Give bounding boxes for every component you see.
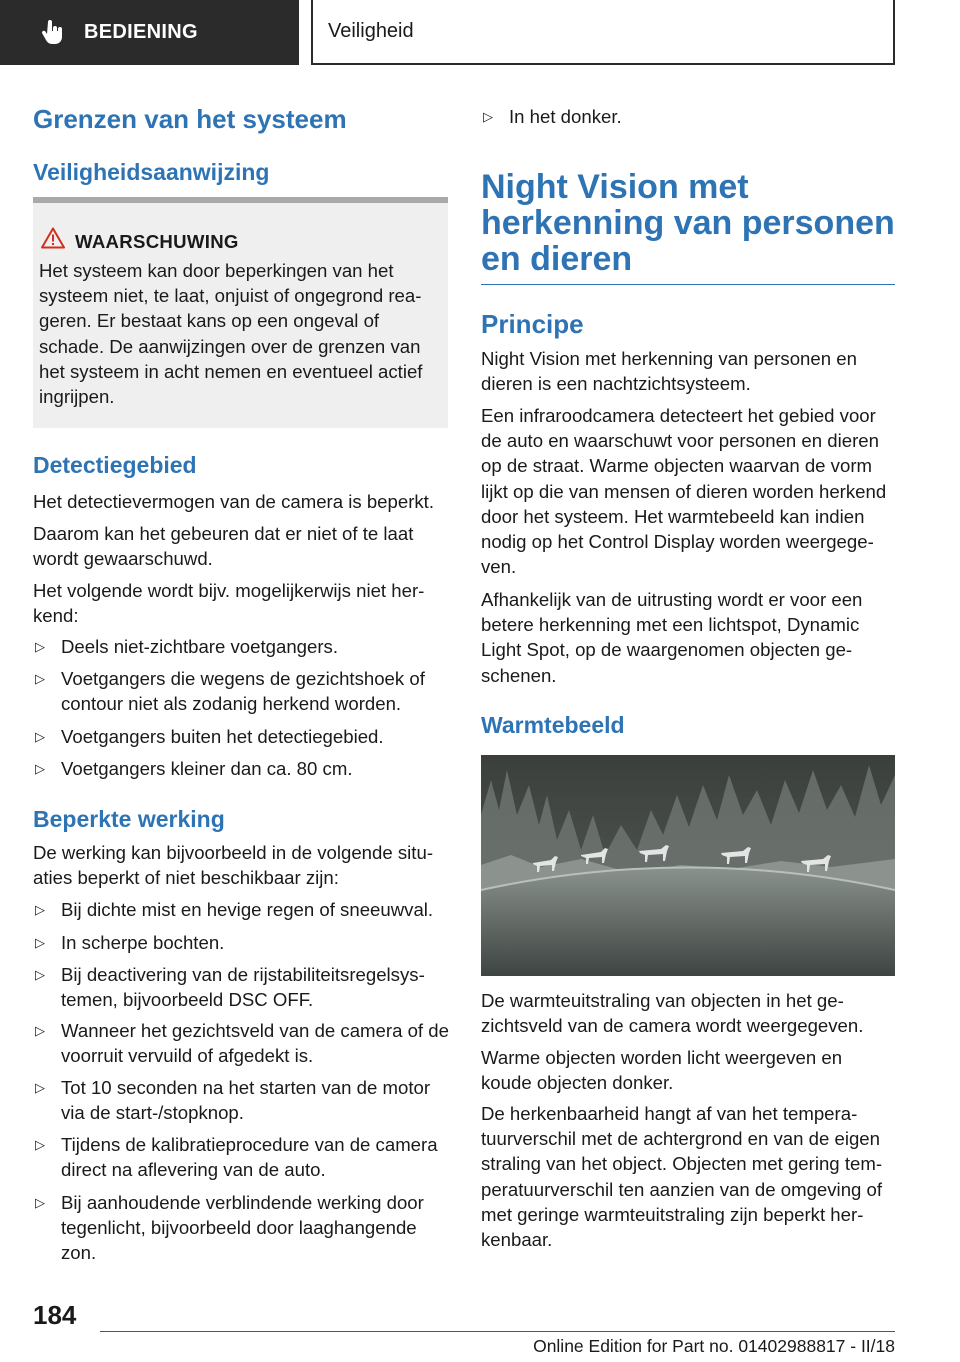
thermal-para-2: Warme objecten worden licht weergeven en koude objecten donker. — [481, 1047, 843, 1094]
principle-para-1: Night Vision met herkenning van personen en dieren is een nachtzichtsysteem. — [481, 348, 857, 395]
page-number: 184 — [33, 1300, 77, 1330]
thermal-para-1: De warmteuitstraling van objecten in het gezichtsveld van de camera wordt weergegeven. — [481, 990, 864, 1037]
list-item: ▷ Voetgangers kleiner dan ca. 80 cm. — [35, 758, 353, 779]
detect-para-2: Daarom kan het gebeuren dat er niet of te laat wordt gewaarschuwd. — [33, 523, 414, 570]
list-item: ▷ Voetgangers buiten het detectiegebied. — [35, 726, 384, 747]
list-item: ▷ Tot 10 seconden na het starten van de motor via de start-/stopknop. — [35, 1077, 431, 1124]
chapter-label: Veiligheid — [328, 20, 414, 42]
thermal-heading: Warmtebeeld — [481, 712, 625, 738]
touch-hand-icon — [40, 20, 64, 46]
list-item: ▷ Deels niet-zichtbare voetgangers. — [35, 636, 338, 657]
detect-heading: Detectiegebied — [33, 452, 197, 478]
list-item: ▷ Bij deactivering van de rijstabiliteitsregelsystemen, bijvoorbeeld DSC OFF. — [35, 964, 425, 1011]
principle-heading: Principe — [481, 309, 584, 339]
warning-box — [33, 197, 448, 428]
principle-para-2: Een infraroodcamera detecteert het gebied voor de auto en waarschuwt voor personen en dieren op de straat. Warme objecten waarvan de vorm lijkt op die van mensen of dieren worden herkend door het systeem. Het warmtebeeld kan indien nodig op het Control Display worden weergegeven. — [481, 405, 887, 578]
list-item: ▷ In het donker. — [483, 106, 622, 127]
list-item: ▷ Tijdens de kalibratieprocedure van de camera direct na aflevering van de auto. — [35, 1134, 438, 1181]
list-item: ▷ Bij aanhoudende verblindende werking door tegenlicht, bijvoorbeeld door laaghangende zon. — [35, 1192, 424, 1264]
limited-heading: Beperkte werking — [33, 806, 225, 832]
thermal-para-3: De herkenbaarheid hangt af van het temperatuurverschil met de achtergrond en van de eigen straling van het object. Objecten met gering temperatuurverschil ten aanzien van de omgeving of met geringe warmteuitstraling zijn beperkt herkenbaar. — [481, 1103, 883, 1251]
warning-triangle-icon — [41, 227, 65, 249]
warning-label: WAARSCHUWING — [75, 231, 239, 252]
thermal-image — [481, 755, 895, 976]
footer-edition: Online Edition for Part no. 01402988817 - II/18 — [533, 1336, 895, 1356]
section-tab — [0, 0, 299, 65]
section-title: Grenzen van het systeem — [33, 104, 347, 134]
footer-rule — [100, 1331, 895, 1332]
list-item: ▷ Voetgangers die wegens de gezichtshoek of contour niet als zodanig herkend worden. — [35, 668, 425, 715]
list-item: ▷ Bij dichte mist en hevige regen of sneeuwval. — [35, 899, 434, 920]
limited-para: De werking kan bijvoorbeeld in de volgende situaties beperkt of niet beschikbaar zijn: — [33, 842, 434, 889]
warning-text: Het systeem kan door beperkingen van het systeem niet, te laat, onjuist of ongegrond reageren. Er bestaat kans op een ongeval of schade. De aanwijzingen over de grenzen van het systeem in acht nemen en eventueel actief ingrijpen. — [39, 260, 423, 408]
chapter-header — [311, 0, 895, 65]
subsection-title: Veiligheidsaanwijzing — [33, 159, 270, 185]
list-item: ▷ In scherpe bochten. — [35, 932, 225, 953]
section-label: BEDIENING — [84, 21, 198, 43]
list-item: ▷ Wanneer het gezichtsveld van de camera of de voorruit vervuild of afgedekt is. — [35, 1020, 449, 1067]
detect-para-3: Het volgende wordt bijv. mogelijkerwijs niet herkend: — [33, 580, 425, 627]
chapter-title: Night Vision met herkenning van personen en dieren — [481, 168, 895, 278]
title-rule — [481, 284, 895, 285]
principle-para-3: Afhankelijk van de uitrusting wordt er voor een betere herkenning met een lichtspot, Dynamic Light Spot, op de waargenomen objecten geschenen. — [481, 589, 863, 686]
detect-para-1: Het detectievermogen van de camera is beperkt. — [33, 491, 435, 512]
